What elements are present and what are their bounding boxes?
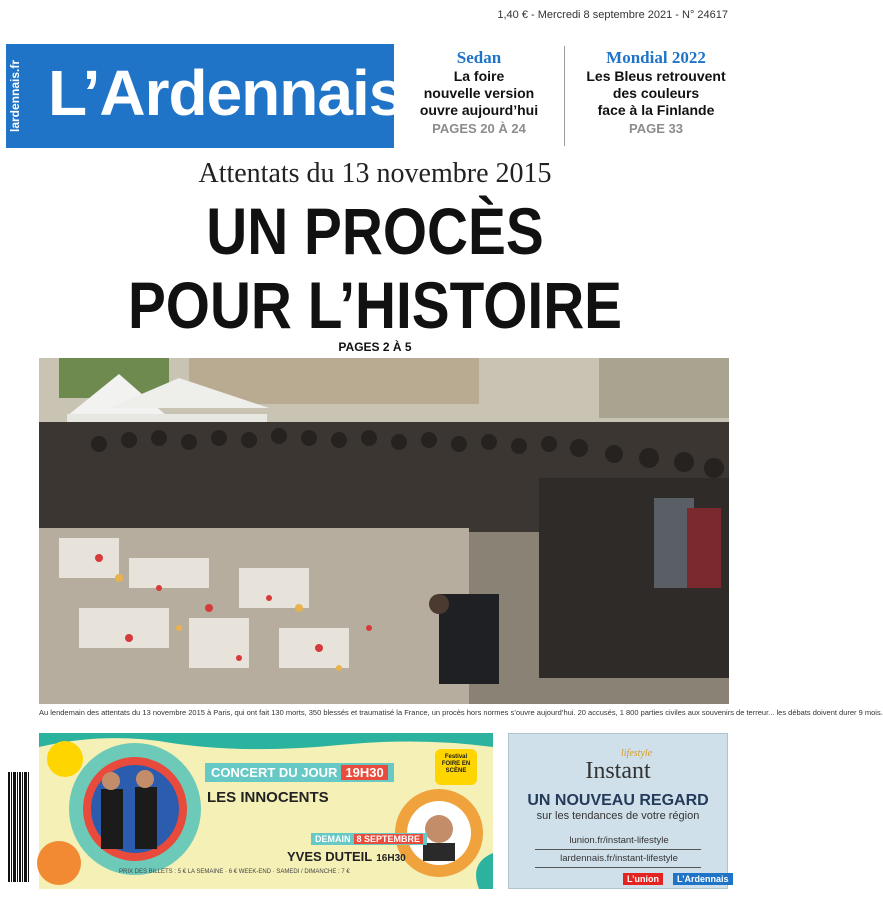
masthead[interactable] [6, 44, 404, 148]
concert-badge [205, 763, 394, 782]
brand-lunion: L’union [623, 873, 663, 885]
teaser-line: Les Bleus retrouvent [586, 68, 726, 84]
lead-headline[interactable] [53, 194, 698, 342]
ad-rule [535, 867, 701, 868]
teaser-kicker: Mondial 2022 [606, 48, 706, 67]
ad-instant-lifestyle[interactable] [508, 733, 728, 889]
ad-rule [535, 849, 701, 850]
ad-link-lardennais[interactable]: lardennais.fr/instant-lifestyle [560, 853, 678, 864]
demain-badge [311, 833, 427, 845]
act-2-time: 16H30 [376, 853, 406, 864]
teaser-line: des couleurs [612, 85, 700, 101]
demain-label: DEMAIN [315, 834, 351, 844]
teaser-line: nouvelle version [423, 85, 535, 101]
headline-line-1: UN PROCÈS [206, 194, 544, 268]
ad-link-lunion[interactable]: lunion.fr/instant-lifestyle [569, 835, 669, 846]
ad-foire-en-scene[interactable] [39, 733, 493, 889]
masthead-logo[interactable]: L’Ardennais [48, 57, 404, 129]
lead-pages: PAGES 2 À 5 [338, 340, 412, 354]
lead-photo[interactable] [39, 358, 729, 704]
lead-kicker: Attentats du 13 novembre 2015 [198, 158, 552, 189]
teaser-divider [564, 46, 565, 146]
festival-logo: Festival FOIRE EN SCÈNE [435, 749, 477, 785]
teaser-pages: PAGE 33 [629, 121, 683, 136]
brand-lardennais: L’Ardennais [673, 873, 733, 885]
teaser-kicker: Sedan [456, 48, 502, 67]
issue-info: 1,40 € - Mercredi 8 septembre 2021 - N° 24617 [497, 9, 728, 21]
ad-tagline: UN NOUVEAU REGARD [527, 792, 709, 809]
teaser-line: La foire [453, 68, 505, 84]
concert-time: 19H30 [341, 765, 387, 780]
headline-line-2: POUR L’HISTOIRE [127, 268, 623, 342]
teaser-sedan[interactable] [404, 48, 554, 136]
act-2-name: YVES DUTEIL [287, 849, 373, 864]
ad-fine-print: PRIX DES BILLETS : 5 € LA SEMAINE · 6 € WEEK-END · SAMEDI / DIMANCHE : 7 € [119, 869, 350, 875]
teaser-line: face à la Finlande [597, 102, 715, 118]
barcode [6, 768, 30, 890]
teaser-mondial[interactable] [576, 48, 736, 136]
teaser-line: ouvre aujourd’hui [419, 102, 539, 118]
instant-logo: Instant [585, 758, 651, 784]
teaser-pages: PAGES 20 À 24 [432, 121, 526, 136]
photo-caption: Au lendemain des attentats du 13 novembre 2015 à Paris, qui ont fait 130 morts, 350 blessés et traumatisé la France, un procès hors normes s’ouvre aujourd’hui. 20 accusés, 1 800 parties civiles aux souvenirs de terreur... les débats doivent durer 9 mois. [39, 708, 883, 717]
act-1: LES INNOCENTS [207, 789, 329, 806]
act-2 [287, 849, 406, 864]
ad-subline: sur les tendances de votre région [536, 810, 700, 822]
masthead-url[interactable]: lardennais.fr [8, 59, 22, 133]
demain-date: 8 SEPTEMBRE [354, 834, 424, 844]
concert-label: CONCERT DU JOUR [211, 765, 338, 780]
lifestyle-label: lifestyle [621, 748, 653, 759]
